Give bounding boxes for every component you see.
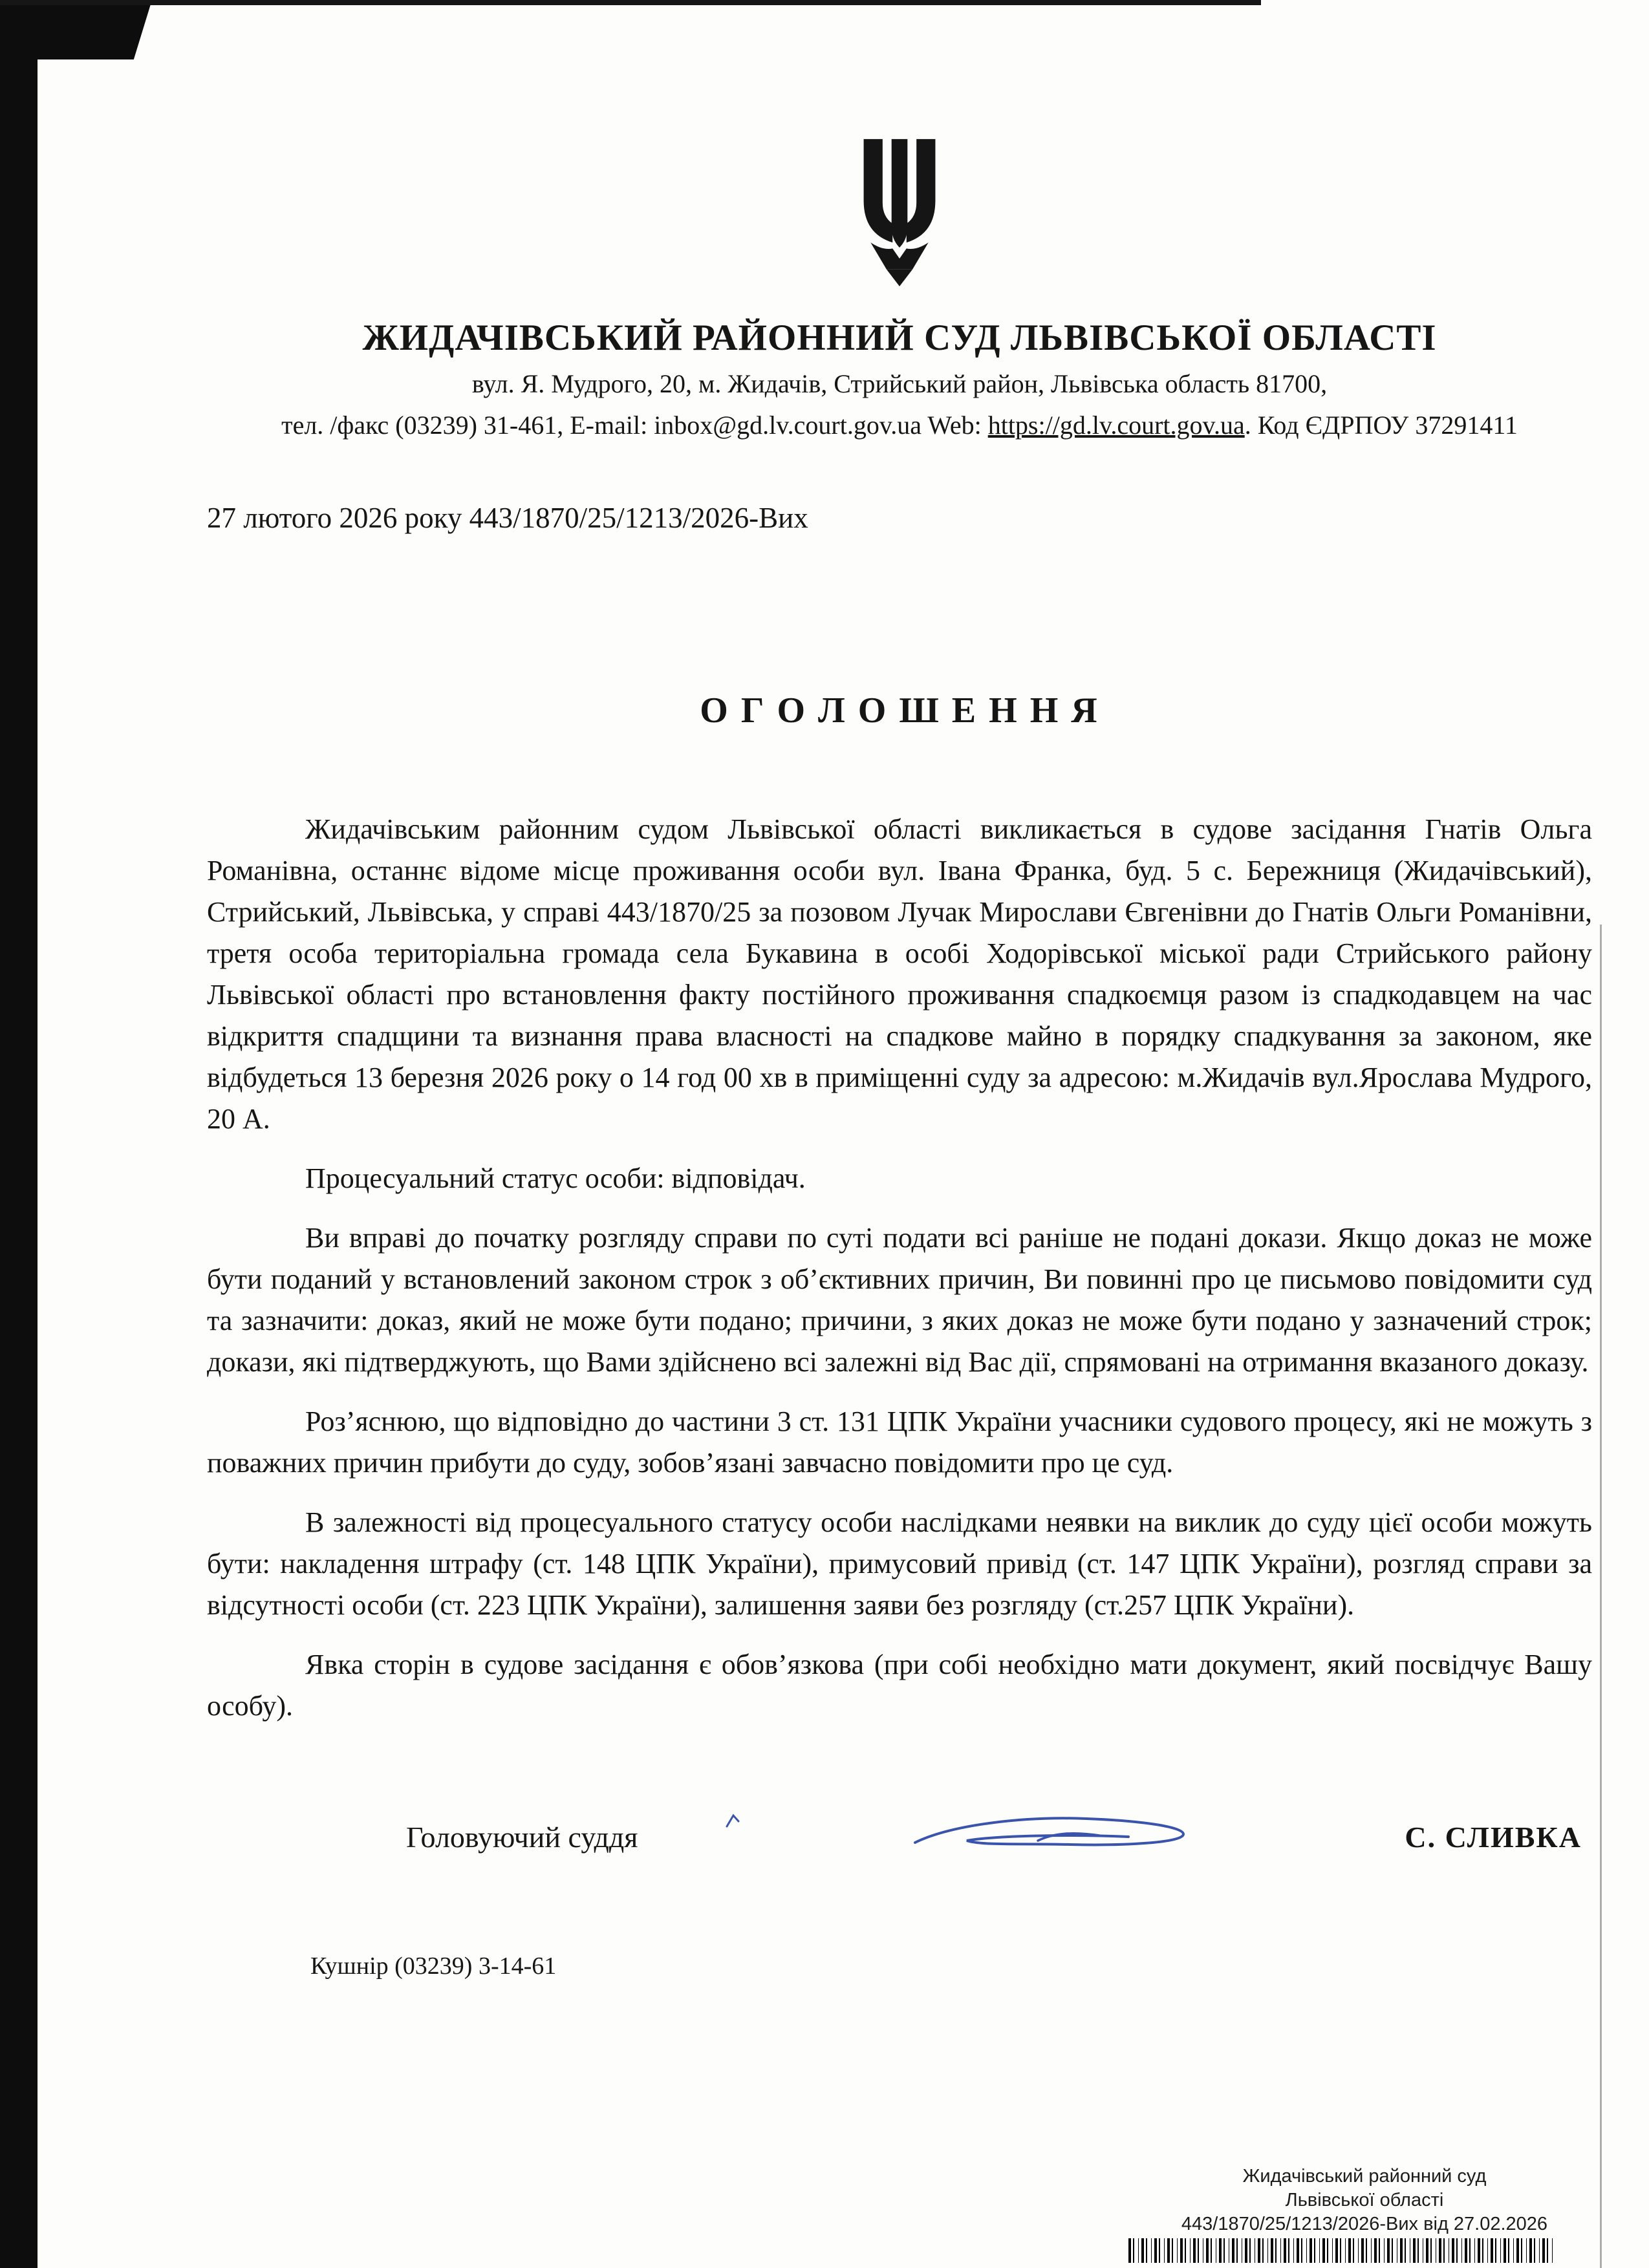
document-content <box>207 0 1592 1980</box>
court-name-heading: ЖИДАЧІВСЬКИЙ РАЙОННИЙ СУД ЛЬВІВСЬКОЇ ОБЛАСТІ <box>362 317 1437 358</box>
body-paragraph-explanation: Роз’яснюю, що відповідно до частини 3 ст. 131 ЦПК України учасники судового процесу, які не можуть з поважних причин прибути до суду, зобов’язані завчасно повідомити про це суд. <box>207 1406 1592 1479</box>
court-contacts-line <box>207 409 1592 442</box>
scan-edge-right <box>1600 925 1602 2268</box>
registration-stamp <box>1151 2165 1578 2236</box>
pen-mark <box>724 1812 742 1834</box>
body-paragraph-summons: Жидачівським районним судом Львівської області викликається в судове засідання Гнатів Ольга Романівна, останнє відоме місце проживання особи вул. Івана Франка, буд. 5 с. Бережниця (Жидачівський), Стрийський, Львівська, у справі 443/1870/25 за позовом Лучак Мирослави Євгенівни до Гнатів Ольги Романівни, третя особа територіальна громада села Букавина в особі Ходорівської міської ради Стрийського району Львівської області про встановлення факту постійного проживання спадкоємця разом із спадкодавцем на час відкриття спадщини та визнання права власності на спадкове майно в порядку спадкування за законом, яке відбудеться 13 березня 2026 року о 14 год 00 хв в приміщенні суду за адресою: м.Жидачів вул.Ярослава Мудрого, 20 А. <box>207 813 1592 1135</box>
ukraine-trident-icon <box>849 137 950 288</box>
body-paragraph-evidence: Ви вправі до початку розгляду справи по суті подати всі раніше не подані докази. Якщо доказ не може бути поданий у встановлений законом строк з об’єктивних причин, Ви повинні про це письмово повідомити суд та зазначити: доказ, який не може бути подано; причини, з яких доказ не може бути подано у зазначений строк; докази, які підтверджують, що Вами здійснено всі залежні від Вас дії, спрямовані на отримання вказаного доказу. <box>207 1222 1592 1378</box>
clerk-contact-line: Кушнір (03239) 3-14-61 <box>310 1952 557 1980</box>
judge-title-label: Головуючий суддя <box>406 1821 638 1854</box>
barcode <box>1128 2238 1555 2263</box>
document-title: О Г О Л О Ш Е Н Н Я <box>700 690 1099 731</box>
court-address-line: вул. Я. Мудрого, 20, м. Жидачів, Стрийський район, Львівська область 81700, <box>471 369 1328 398</box>
contacts-suffix-text: . Код ЄДРПОУ 37291411 <box>1244 411 1518 440</box>
stamp-reference-number: 443/1870/25/1213/2026-Вих від 27.02.2026 <box>1181 2214 1548 2234</box>
court-website-link: https://gd.lv.court.gov.ua <box>987 411 1245 440</box>
date-and-reference-line: 27 лютого 2026 року 443/1870/25/1213/2026-Вих <box>207 502 808 534</box>
scan-edge-left <box>0 0 38 2268</box>
scan-corner-top-left <box>0 0 152 59</box>
body-paragraph-consequences: В залежності від процесуального статусу особи наслідками неявки на виклик до суду цієї особи можуть бути: накладення штрафу (ст. 148 ЦПК України), примусовий привід (ст. 147 ЦПК України), розгляд справи за відсутності особи (ст. 223 ЦПК України), залишення заяви без розгляду (ст.257 ЦПК України). <box>207 1506 1592 1621</box>
signature-row <box>207 1820 1592 1910</box>
announcement-body <box>207 809 1592 1727</box>
judge-name: С. СЛИВКА <box>1405 1821 1582 1854</box>
judge-signature-ink <box>905 1807 1203 1868</box>
body-paragraph-status: Процесуальний статус особи: відповідач. <box>305 1162 806 1194</box>
stamp-court-region: Львівської області <box>1285 2190 1444 2210</box>
stamp-court-name: Жидачівський районний суд <box>1242 2166 1487 2187</box>
body-paragraph-attendance: Явка сторін в судове засідання є обов’язкова (при собі необхідно мати документ, який посвідчує Вашу особу). <box>207 1649 1592 1722</box>
contacts-text: тел. /факс (03239) 31-461, E-mail: inbox@gd.lv.court.gov.ua Web: <box>281 411 988 440</box>
